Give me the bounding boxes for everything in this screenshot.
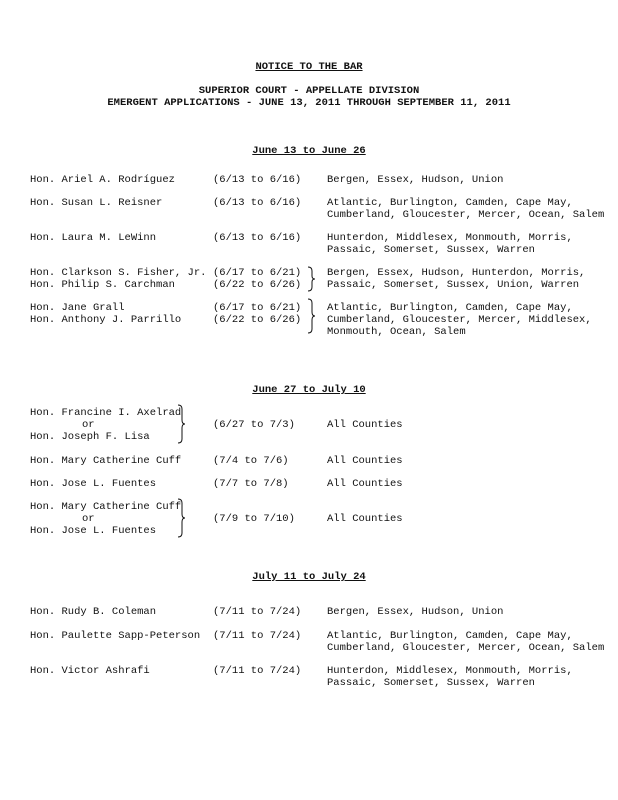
judge-name: Hon. Laura M. LeWinn xyxy=(30,232,157,244)
counties: Hunterdon, Middlesex, Monmouth, Morris, xyxy=(327,665,573,677)
or-label: or xyxy=(82,419,95,431)
date-range: (6/13 to 6/16) xyxy=(213,174,302,186)
judge-name: Hon. Mary Catherine Cuff xyxy=(30,455,182,467)
counties: Bergen, Essex, Hudson, Union xyxy=(327,606,504,618)
judge-name: Hon. Paulette Sapp-Peterson xyxy=(30,630,201,642)
counties: Atlantic, Burlington, Camden, Cape May, xyxy=(327,630,573,642)
date-range: (7/11 to 7/24) xyxy=(213,665,302,677)
brace-icon xyxy=(306,266,318,292)
judge-name: Hon. Philip S. Carchman xyxy=(30,279,175,291)
judge-name: Hon. Susan L. Reisner xyxy=(30,197,163,209)
notice-title: NOTICE TO THE BAR xyxy=(255,61,363,73)
document-subtitle: EMERGENT APPLICATIONS - JUNE 13, 2011 THROUGH SEPTEMBER 11, 2011 xyxy=(107,97,511,109)
counties: All Counties xyxy=(327,419,403,431)
judge-name: Hon. Jane Grall xyxy=(30,302,125,314)
date-range: (7/11 to 7/24) xyxy=(213,630,302,642)
date-range: (7/9 to 7/10) xyxy=(213,513,295,525)
counties: Cumberland, Gloucester, Mercer, Ocean, Salem xyxy=(327,642,605,654)
counties: Bergen, Essex, Hudson, Hunterdon, Morris, xyxy=(327,267,586,279)
date-range: (6/13 to 6/16) xyxy=(213,197,302,209)
date-range: (6/22 to 6/26) xyxy=(213,314,302,326)
counties: All Counties xyxy=(327,455,403,467)
date-range: (7/7 to 7/8) xyxy=(213,478,289,490)
counties: Atlantic, Burlington, Camden, Cape May, xyxy=(327,197,573,209)
date-range: (6/27 to 7/3) xyxy=(213,419,295,431)
date-range: (6/17 to 6/21) xyxy=(213,302,302,314)
judge-name: Hon. Anthony J. Parrillo xyxy=(30,314,182,326)
counties: All Counties xyxy=(327,478,403,490)
section-title-2: June 27 to July 10 xyxy=(252,384,366,396)
brace-icon xyxy=(306,298,318,334)
or-label: or xyxy=(82,513,95,525)
counties: Passaic, Somerset, Sussex, Union, Warren xyxy=(327,279,580,291)
judge-name: Hon. Mary Catherine Cuff xyxy=(30,501,182,513)
counties: Cumberland, Gloucester, Mercer, Middlesex, xyxy=(327,314,592,326)
counties: All Counties xyxy=(327,513,403,525)
counties: Cumberland, Gloucester, Mercer, Ocean, Salem xyxy=(327,209,605,221)
counties: Atlantic, Burlington, Camden, Cape May, xyxy=(327,302,573,314)
judge-name: Hon. Clarkson S. Fisher, Jr. xyxy=(30,267,207,279)
brace-icon xyxy=(176,404,188,444)
counties: Monmouth, Ocean, Salem xyxy=(327,326,466,338)
court-name: SUPERIOR COURT - APPELLATE DIVISION xyxy=(198,85,420,97)
counties: Hunterdon, Middlesex, Monmouth, Morris, xyxy=(327,232,573,244)
counties: Bergen, Essex, Hudson, Union xyxy=(327,174,504,186)
judge-name: Hon. Ariel A. Rodríguez xyxy=(30,174,175,186)
judge-name: Hon. Jose L. Fuentes xyxy=(30,478,157,490)
date-range: (6/13 to 6/16) xyxy=(213,232,302,244)
judge-name: Hon. Joseph F. Lisa xyxy=(30,431,150,443)
section-title-1: June 13 to June 26 xyxy=(252,145,366,157)
date-range: (7/4 to 7/6) xyxy=(213,455,289,467)
counties: Passaic, Somerset, Sussex, Warren xyxy=(327,677,535,689)
counties: Passaic, Somerset, Sussex, Warren xyxy=(327,244,535,256)
date-range: (6/22 to 6/26) xyxy=(213,279,302,291)
brace-icon xyxy=(176,498,188,538)
section-title-3: July 11 to July 24 xyxy=(252,571,366,583)
judge-name: Hon. Victor Ashrafi xyxy=(30,665,150,677)
date-range: (7/11 to 7/24) xyxy=(213,606,302,618)
judge-name: Hon. Francine I. Axelrad xyxy=(30,407,182,419)
judge-name: Hon. Rudy B. Coleman xyxy=(30,606,157,618)
judge-name: Hon. Jose L. Fuentes xyxy=(30,525,157,537)
date-range: (6/17 to 6/21) xyxy=(213,267,302,279)
